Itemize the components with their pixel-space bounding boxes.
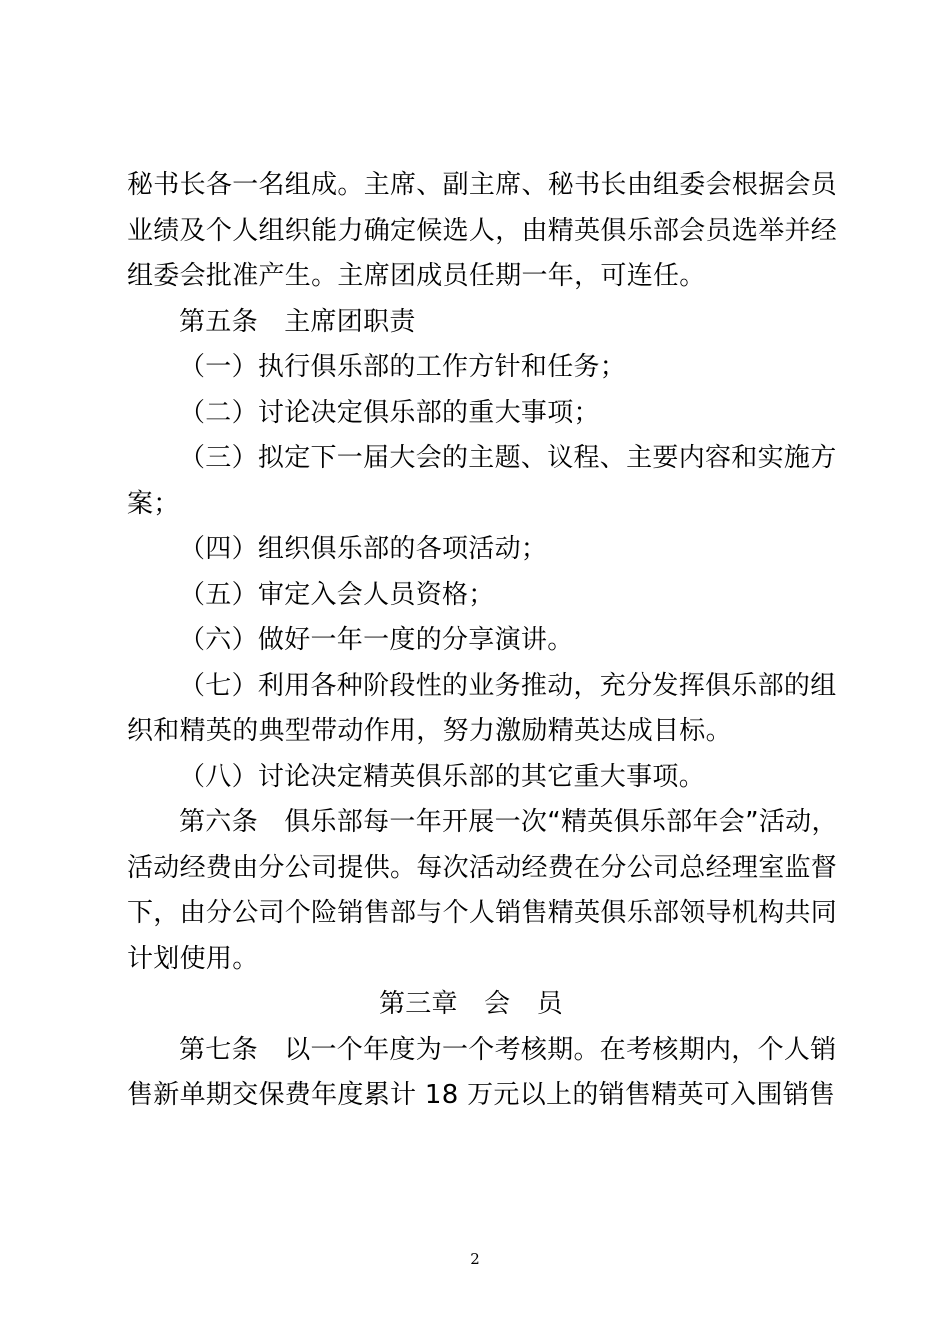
list-item: （四）组织俱乐部的各项活动； xyxy=(179,534,548,564)
chapter-heading: 第三章 会 员 xyxy=(378,989,564,1019)
list-item: （五）审定入会人员资格； xyxy=(179,579,495,610)
list-item-continuation: 案； xyxy=(127,488,180,519)
article-paragraph: 第七条 以一个年度为一个考核期。在考核期内，个人销 xyxy=(179,1034,837,1065)
article-heading: 第五条 主席团职责 xyxy=(179,306,416,337)
list-item: （二）讨论决定俱乐部的重大事项； xyxy=(179,397,600,428)
paragraph-line: 下，由分公司个险销售部与个人销售精英俱乐部领导机构共同 xyxy=(127,898,838,928)
paragraph-line: 业绩及个人组织能力确定候选人，由精英俱乐部会员选举并经 xyxy=(127,215,838,246)
list-item: （三）拟定下一届大会的主题、议程、主要内容和实施方 xyxy=(179,443,837,473)
list-item: （八）讨论决定精英俱乐部的其它重大事项。 xyxy=(179,761,706,792)
list-item: （七）利用各种阶段性的业务推动，充分发挥俱乐部的组 xyxy=(179,670,837,701)
list-item-continuation: 织和精英的典型带动作用，努力激励精英达成目标。 xyxy=(127,716,732,746)
body-text xyxy=(127,163,838,1119)
article-paragraph: 第六条 俱乐部每一年开展一次“精英俱乐部年会”活动， xyxy=(179,807,838,837)
paragraph-line: 售新单期交保费年度累计 18 万元以上的销售精英可入围销售 xyxy=(127,1080,836,1110)
paragraph-line: 秘书长各一名组成。主席、副主席、秘书长由组委会根据会员 xyxy=(127,170,838,200)
page-number: 2 xyxy=(470,1250,480,1268)
list-item: （一）执行俱乐部的工作方针和任务； xyxy=(179,352,627,382)
list-item: （六）做好一年一度的分享演讲。 xyxy=(179,625,574,655)
paragraph-line: 计划使用。 xyxy=(127,943,259,974)
paragraph-line: 组委会批准产生。主席团成员任期一年，可连任。 xyxy=(127,261,706,291)
paragraph-line: 活动经费由分公司提供。每次活动经费在分公司总经理室监督 xyxy=(127,852,838,883)
